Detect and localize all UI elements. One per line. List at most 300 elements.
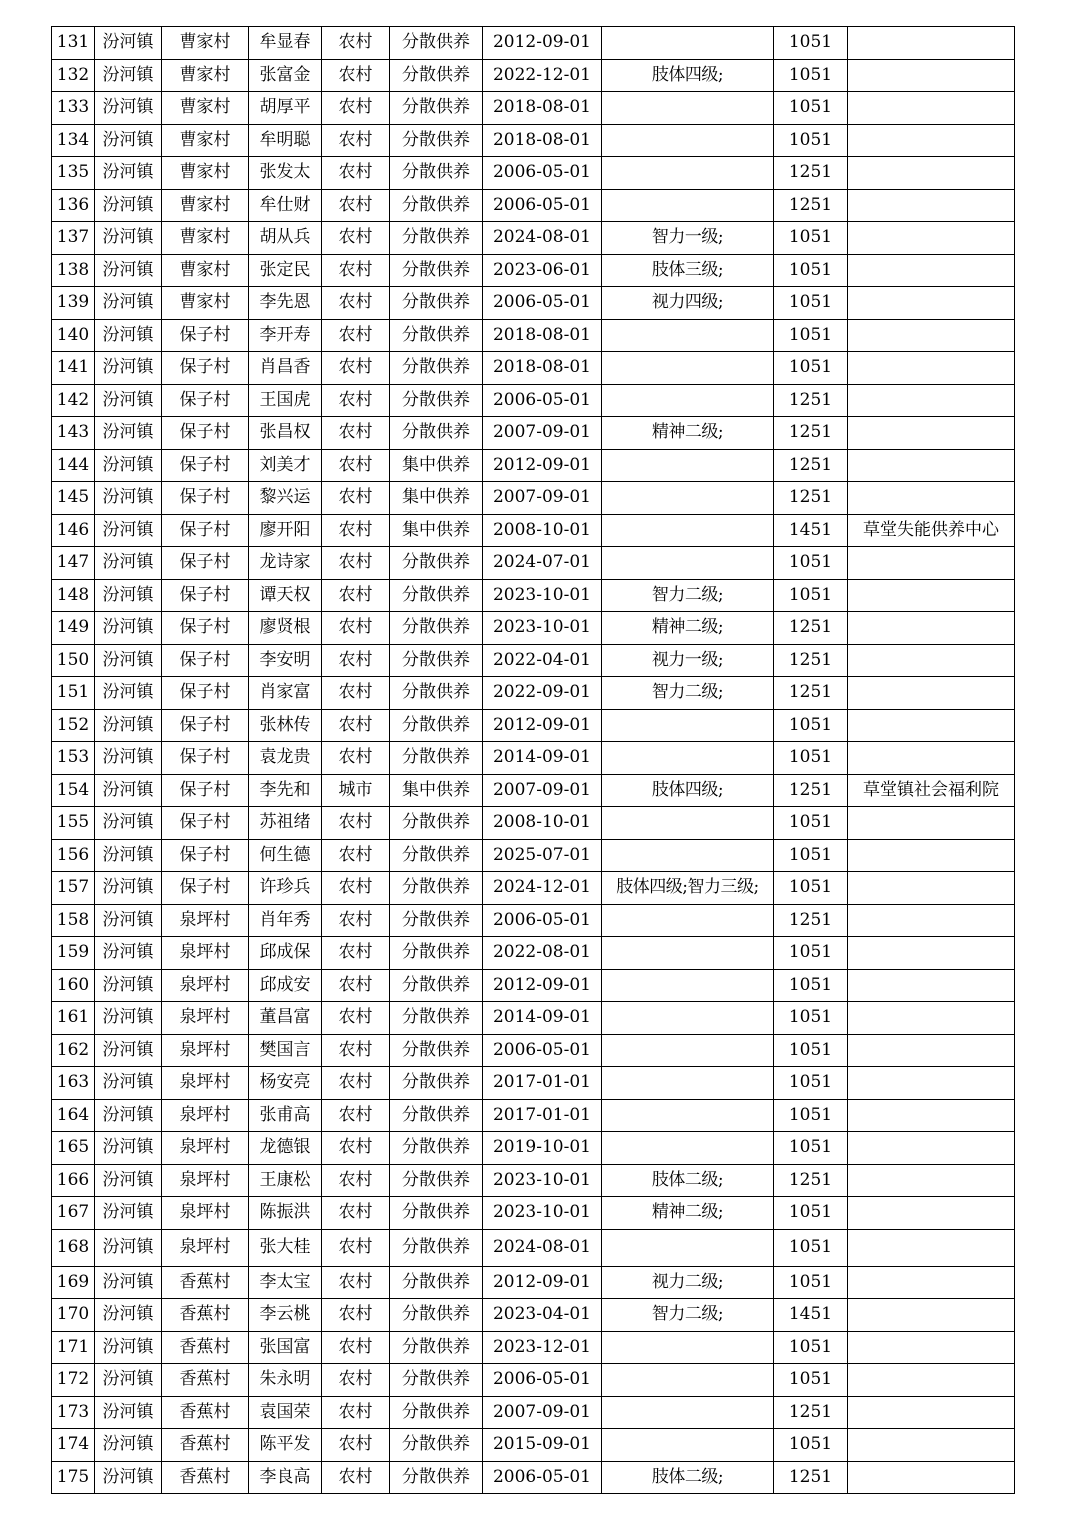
- disability-cell: [602, 189, 774, 222]
- row-number-cell: 175: [52, 1461, 95, 1494]
- amount-cell: 1251: [774, 1164, 848, 1197]
- village-cell: 保子村: [162, 514, 249, 547]
- row-number-cell: 165: [52, 1132, 95, 1165]
- village-cell: 曹家村: [162, 222, 249, 255]
- disability-cell: 智力二级;: [602, 579, 774, 612]
- table-row: [52, 774, 1015, 807]
- household-type-cell: 农村: [322, 287, 390, 320]
- disability-cell: [602, 92, 774, 125]
- disability-cell: [602, 482, 774, 515]
- remark-cell: [848, 937, 1015, 970]
- household-type-cell: 农村: [322, 1266, 390, 1299]
- amount-cell: 1051: [774, 1429, 848, 1462]
- disability-cell: [602, 1364, 774, 1397]
- support-type-cell: 分散供养: [390, 937, 483, 970]
- village-cell: 保子村: [162, 807, 249, 840]
- start-date-cell: 2006-05-01: [483, 1364, 602, 1397]
- start-date-cell: 2017-01-01: [483, 1067, 602, 1100]
- start-date-cell: 2019-10-01: [483, 1132, 602, 1165]
- household-type-cell: 农村: [322, 612, 390, 645]
- start-date-cell: 2022-08-01: [483, 937, 602, 970]
- support-type-cell: 分散供养: [390, 1132, 483, 1165]
- support-type-cell: 分散供养: [390, 27, 483, 60]
- start-date-cell: 2006-05-01: [483, 1461, 602, 1494]
- village-cell: 香蕉村: [162, 1299, 249, 1332]
- disability-cell: 智力一级;: [602, 222, 774, 255]
- amount-cell: 1051: [774, 709, 848, 742]
- town-cell: 汾河镇: [95, 222, 162, 255]
- name-cell: 肖家富: [249, 677, 322, 710]
- row-number-cell: 133: [52, 92, 95, 125]
- amount-cell: 1251: [774, 482, 848, 515]
- start-date-cell: 2014-09-01: [483, 742, 602, 775]
- disability-cell: 肢体四级;: [602, 774, 774, 807]
- remark-cell: [848, 872, 1015, 905]
- household-type-cell: 农村: [322, 937, 390, 970]
- row-number-cell: 173: [52, 1396, 95, 1429]
- table-row: [52, 514, 1015, 547]
- village-cell: 保子村: [162, 774, 249, 807]
- town-cell: 汾河镇: [95, 937, 162, 970]
- remark-cell: [848, 287, 1015, 320]
- start-date-cell: 2025-07-01: [483, 839, 602, 872]
- support-type-cell: 分散供养: [390, 742, 483, 775]
- name-cell: 袁国荣: [249, 1396, 322, 1429]
- name-cell: 张国富: [249, 1331, 322, 1364]
- village-cell: 曹家村: [162, 189, 249, 222]
- household-type-cell: 农村: [322, 449, 390, 482]
- support-type-cell: 分散供养: [390, 1099, 483, 1132]
- row-number-cell: 150: [52, 644, 95, 677]
- remark-cell: [848, 1197, 1015, 1230]
- town-cell: 汾河镇: [95, 1331, 162, 1364]
- amount-cell: 1251: [774, 774, 848, 807]
- amount-cell: 1051: [774, 807, 848, 840]
- village-cell: 曹家村: [162, 27, 249, 60]
- name-cell: 张大桂: [249, 1229, 322, 1266]
- remark-cell: [848, 807, 1015, 840]
- table-row: [52, 1067, 1015, 1100]
- household-type-cell: 农村: [322, 1331, 390, 1364]
- amount-cell: 1251: [774, 904, 848, 937]
- village-cell: 泉坪村: [162, 1099, 249, 1132]
- disability-cell: [602, 839, 774, 872]
- remark-cell: [848, 59, 1015, 92]
- support-type-cell: 分散供养: [390, 319, 483, 352]
- town-cell: 汾河镇: [95, 482, 162, 515]
- village-cell: 保子村: [162, 677, 249, 710]
- table-row: [52, 254, 1015, 287]
- amount-cell: 1251: [774, 677, 848, 710]
- household-type-cell: 农村: [322, 872, 390, 905]
- town-cell: 汾河镇: [95, 59, 162, 92]
- support-type-cell: 分散供养: [390, 904, 483, 937]
- village-cell: 泉坪村: [162, 1132, 249, 1165]
- disability-cell: [602, 384, 774, 417]
- support-type-cell: 分散供养: [390, 579, 483, 612]
- start-date-cell: 2024-07-01: [483, 547, 602, 580]
- table-row: [52, 319, 1015, 352]
- start-date-cell: 2012-09-01: [483, 709, 602, 742]
- village-cell: 泉坪村: [162, 904, 249, 937]
- support-type-cell: 分散供养: [390, 222, 483, 255]
- remark-cell: [848, 124, 1015, 157]
- disability-cell: 肢体四级;智力三级;: [602, 872, 774, 905]
- start-date-cell: 2022-09-01: [483, 677, 602, 710]
- remark-cell: [848, 612, 1015, 645]
- name-cell: 廖贤根: [249, 612, 322, 645]
- row-number-cell: 142: [52, 384, 95, 417]
- name-cell: 张定民: [249, 254, 322, 287]
- disability-cell: [602, 514, 774, 547]
- row-number-cell: 144: [52, 449, 95, 482]
- row-number-cell: 164: [52, 1099, 95, 1132]
- remark-cell: [848, 1461, 1015, 1494]
- amount-cell: 1051: [774, 1197, 848, 1230]
- start-date-cell: 2017-01-01: [483, 1099, 602, 1132]
- amount-cell: 1051: [774, 742, 848, 775]
- table-row: [52, 1034, 1015, 1067]
- table-row: [52, 1429, 1015, 1462]
- village-cell: 曹家村: [162, 157, 249, 190]
- disability-cell: [602, 1034, 774, 1067]
- town-cell: 汾河镇: [95, 1266, 162, 1299]
- remark-cell: [848, 222, 1015, 255]
- town-cell: 汾河镇: [95, 579, 162, 612]
- town-cell: 汾河镇: [95, 547, 162, 580]
- name-cell: 杨安亮: [249, 1067, 322, 1100]
- amount-cell: 1051: [774, 1067, 848, 1100]
- name-cell: 胡厚平: [249, 92, 322, 125]
- amount-cell: 1451: [774, 514, 848, 547]
- village-cell: 泉坪村: [162, 1164, 249, 1197]
- household-type-cell: 农村: [322, 1429, 390, 1462]
- row-number-cell: 156: [52, 839, 95, 872]
- start-date-cell: 2024-08-01: [483, 222, 602, 255]
- support-type-cell: 分散供养: [390, 1331, 483, 1364]
- remark-cell: [848, 1429, 1015, 1462]
- start-date-cell: 2007-09-01: [483, 482, 602, 515]
- village-cell: 保子村: [162, 319, 249, 352]
- disability-cell: [602, 1132, 774, 1165]
- amount-cell: 1051: [774, 222, 848, 255]
- amount-cell: 1051: [774, 1229, 848, 1266]
- household-type-cell: 农村: [322, 254, 390, 287]
- town-cell: 汾河镇: [95, 644, 162, 677]
- name-cell: 苏祖绪: [249, 807, 322, 840]
- remark-cell: [848, 1364, 1015, 1397]
- amount-cell: 1051: [774, 547, 848, 580]
- name-cell: 胡从兵: [249, 222, 322, 255]
- household-type-cell: 农村: [322, 384, 390, 417]
- relief-roster-table: [51, 26, 1015, 1494]
- remark-cell: [848, 1396, 1015, 1429]
- village-cell: 保子村: [162, 352, 249, 385]
- row-number-cell: 157: [52, 872, 95, 905]
- remark-cell: [848, 1002, 1015, 1035]
- village-cell: 保子村: [162, 384, 249, 417]
- town-cell: 汾河镇: [95, 1396, 162, 1429]
- start-date-cell: 2014-09-01: [483, 1002, 602, 1035]
- row-number-cell: 159: [52, 937, 95, 970]
- row-number-cell: 152: [52, 709, 95, 742]
- town-cell: 汾河镇: [95, 612, 162, 645]
- amount-cell: 1051: [774, 872, 848, 905]
- table-row: [52, 417, 1015, 450]
- village-cell: 香蕉村: [162, 1429, 249, 1462]
- table-row: [52, 1331, 1015, 1364]
- town-cell: 汾河镇: [95, 904, 162, 937]
- household-type-cell: 农村: [322, 709, 390, 742]
- support-type-cell: 分散供养: [390, 1364, 483, 1397]
- disability-cell: [602, 547, 774, 580]
- disability-cell: 精神二级;: [602, 1197, 774, 1230]
- disability-cell: 肢体二级;: [602, 1164, 774, 1197]
- row-number-cell: 145: [52, 482, 95, 515]
- disability-cell: 视力一级;: [602, 644, 774, 677]
- start-date-cell: 2023-12-01: [483, 1331, 602, 1364]
- town-cell: 汾河镇: [95, 1299, 162, 1332]
- row-number-cell: 148: [52, 579, 95, 612]
- remark-cell: [848, 579, 1015, 612]
- town-cell: 汾河镇: [95, 839, 162, 872]
- name-cell: 张富金: [249, 59, 322, 92]
- village-cell: 保子村: [162, 547, 249, 580]
- remark-cell: [848, 709, 1015, 742]
- disability-cell: [602, 742, 774, 775]
- row-number-cell: 153: [52, 742, 95, 775]
- start-date-cell: 2018-08-01: [483, 352, 602, 385]
- table-row: [52, 1461, 1015, 1494]
- disability-cell: [602, 1002, 774, 1035]
- amount-cell: 1251: [774, 1396, 848, 1429]
- row-number-cell: 168: [52, 1229, 95, 1266]
- name-cell: 廖开阳: [249, 514, 322, 547]
- table-row: [52, 1002, 1015, 1035]
- household-type-cell: 农村: [322, 222, 390, 255]
- amount-cell: 1251: [774, 1461, 848, 1494]
- remark-cell: [848, 1164, 1015, 1197]
- table-row: [52, 352, 1015, 385]
- row-number-cell: 147: [52, 547, 95, 580]
- town-cell: 汾河镇: [95, 27, 162, 60]
- remark-cell: [848, 384, 1015, 417]
- village-cell: 保子村: [162, 709, 249, 742]
- row-number-cell: 134: [52, 124, 95, 157]
- table-row: [52, 384, 1015, 417]
- town-cell: 汾河镇: [95, 254, 162, 287]
- town-cell: 汾河镇: [95, 1132, 162, 1165]
- household-type-cell: 农村: [322, 1299, 390, 1332]
- table-row: [52, 644, 1015, 677]
- support-type-cell: 分散供养: [390, 677, 483, 710]
- remark-cell: [848, 27, 1015, 60]
- name-cell: 张甫高: [249, 1099, 322, 1132]
- row-number-cell: 172: [52, 1364, 95, 1397]
- start-date-cell: 2007-09-01: [483, 417, 602, 450]
- start-date-cell: 2012-09-01: [483, 1266, 602, 1299]
- village-cell: 泉坪村: [162, 937, 249, 970]
- amount-cell: 1251: [774, 612, 848, 645]
- start-date-cell: 2006-05-01: [483, 189, 602, 222]
- start-date-cell: 2023-04-01: [483, 1299, 602, 1332]
- town-cell: 汾河镇: [95, 124, 162, 157]
- household-type-cell: 农村: [322, 1099, 390, 1132]
- remark-cell: 草堂失能供养中心: [848, 514, 1015, 547]
- village-cell: 泉坪村: [162, 969, 249, 1002]
- start-date-cell: 2023-10-01: [483, 612, 602, 645]
- table-row: [52, 807, 1015, 840]
- village-cell: 曹家村: [162, 92, 249, 125]
- name-cell: 邱成安: [249, 969, 322, 1002]
- household-type-cell: 农村: [322, 1132, 390, 1165]
- disability-cell: [602, 1396, 774, 1429]
- support-type-cell: 分散供养: [390, 1034, 483, 1067]
- remark-cell: [848, 677, 1015, 710]
- row-number-cell: 155: [52, 807, 95, 840]
- household-type-cell: 农村: [322, 319, 390, 352]
- household-type-cell: 农村: [322, 1002, 390, 1035]
- support-type-cell: 集中供养: [390, 774, 483, 807]
- amount-cell: 1051: [774, 92, 848, 125]
- name-cell: 牟显春: [249, 27, 322, 60]
- table-row: [52, 482, 1015, 515]
- row-number-cell: 174: [52, 1429, 95, 1462]
- name-cell: 龙德银: [249, 1132, 322, 1165]
- support-type-cell: 分散供养: [390, 157, 483, 190]
- household-type-cell: 农村: [322, 1364, 390, 1397]
- disability-cell: [602, 904, 774, 937]
- disability-cell: [602, 807, 774, 840]
- village-cell: 香蕉村: [162, 1364, 249, 1397]
- support-type-cell: 分散供养: [390, 709, 483, 742]
- table-row: [52, 579, 1015, 612]
- table-row: [52, 969, 1015, 1002]
- amount-cell: 1051: [774, 1266, 848, 1299]
- support-type-cell: 集中供养: [390, 482, 483, 515]
- name-cell: 张发太: [249, 157, 322, 190]
- start-date-cell: 2023-10-01: [483, 1197, 602, 1230]
- household-type-cell: 农村: [322, 1164, 390, 1197]
- row-number-cell: 170: [52, 1299, 95, 1332]
- row-number-cell: 151: [52, 677, 95, 710]
- remark-cell: [848, 644, 1015, 677]
- disability-cell: [602, 27, 774, 60]
- remark-cell: [848, 352, 1015, 385]
- table-body: [52, 27, 1015, 1494]
- row-number-cell: 131: [52, 27, 95, 60]
- household-type-cell: 农村: [322, 352, 390, 385]
- row-number-cell: 146: [52, 514, 95, 547]
- village-cell: 保子村: [162, 839, 249, 872]
- start-date-cell: 2024-08-01: [483, 1229, 602, 1266]
- disability-cell: [602, 124, 774, 157]
- table-row: [52, 124, 1015, 157]
- town-cell: 汾河镇: [95, 1429, 162, 1462]
- name-cell: 牟明聪: [249, 124, 322, 157]
- household-type-cell: 农村: [322, 1461, 390, 1494]
- table-row: [52, 1164, 1015, 1197]
- amount-cell: 1251: [774, 384, 848, 417]
- disability-cell: [602, 449, 774, 482]
- town-cell: 汾河镇: [95, 709, 162, 742]
- disability-cell: [602, 1067, 774, 1100]
- remark-cell: [848, 482, 1015, 515]
- household-type-cell: 农村: [322, 1197, 390, 1230]
- start-date-cell: 2018-08-01: [483, 124, 602, 157]
- table-row: [52, 547, 1015, 580]
- village-cell: 香蕉村: [162, 1331, 249, 1364]
- town-cell: 汾河镇: [95, 1364, 162, 1397]
- remark-cell: [848, 839, 1015, 872]
- row-number-cell: 166: [52, 1164, 95, 1197]
- support-type-cell: 分散供养: [390, 1299, 483, 1332]
- name-cell: 王国虎: [249, 384, 322, 417]
- household-type-cell: 农村: [322, 417, 390, 450]
- town-cell: 汾河镇: [95, 969, 162, 1002]
- village-cell: 泉坪村: [162, 1002, 249, 1035]
- town-cell: 汾河镇: [95, 807, 162, 840]
- disability-cell: 智力二级;: [602, 677, 774, 710]
- table-row: [52, 612, 1015, 645]
- name-cell: 袁龙贵: [249, 742, 322, 775]
- table-row: [52, 677, 1015, 710]
- amount-cell: 1051: [774, 254, 848, 287]
- amount-cell: 1051: [774, 1099, 848, 1132]
- support-type-cell: 分散供养: [390, 547, 483, 580]
- amount-cell: 1251: [774, 449, 848, 482]
- amount-cell: 1051: [774, 1002, 848, 1035]
- name-cell: 李开寿: [249, 319, 322, 352]
- table-row: [52, 872, 1015, 905]
- household-type-cell: 农村: [322, 157, 390, 190]
- household-type-cell: 农村: [322, 1396, 390, 1429]
- disability-cell: 精神二级;: [602, 417, 774, 450]
- household-type-cell: 农村: [322, 1229, 390, 1266]
- remark-cell: [848, 319, 1015, 352]
- amount-cell: 1051: [774, 1331, 848, 1364]
- village-cell: 保子村: [162, 644, 249, 677]
- disability-cell: [602, 1229, 774, 1266]
- table-row: [52, 1099, 1015, 1132]
- support-type-cell: 分散供养: [390, 384, 483, 417]
- village-cell: 保子村: [162, 742, 249, 775]
- remark-cell: [848, 189, 1015, 222]
- row-number-cell: 140: [52, 319, 95, 352]
- amount-cell: 1051: [774, 579, 848, 612]
- remark-cell: [848, 1034, 1015, 1067]
- amount-cell: 1251: [774, 644, 848, 677]
- amount-cell: 1051: [774, 1132, 848, 1165]
- support-type-cell: 分散供养: [390, 1067, 483, 1100]
- disability-cell: 视力二级;: [602, 1266, 774, 1299]
- table-row: [52, 1229, 1015, 1266]
- town-cell: 汾河镇: [95, 872, 162, 905]
- remark-cell: [848, 1067, 1015, 1100]
- table-row: [52, 27, 1015, 60]
- table-row: [52, 1396, 1015, 1429]
- disability-cell: [602, 1331, 774, 1364]
- household-type-cell: 农村: [322, 904, 390, 937]
- household-type-cell: 农村: [322, 579, 390, 612]
- row-number-cell: 135: [52, 157, 95, 190]
- row-number-cell: 169: [52, 1266, 95, 1299]
- table-row: [52, 222, 1015, 255]
- name-cell: 刘美才: [249, 449, 322, 482]
- disability-cell: 精神二级;: [602, 612, 774, 645]
- town-cell: 汾河镇: [95, 92, 162, 125]
- name-cell: 李先和: [249, 774, 322, 807]
